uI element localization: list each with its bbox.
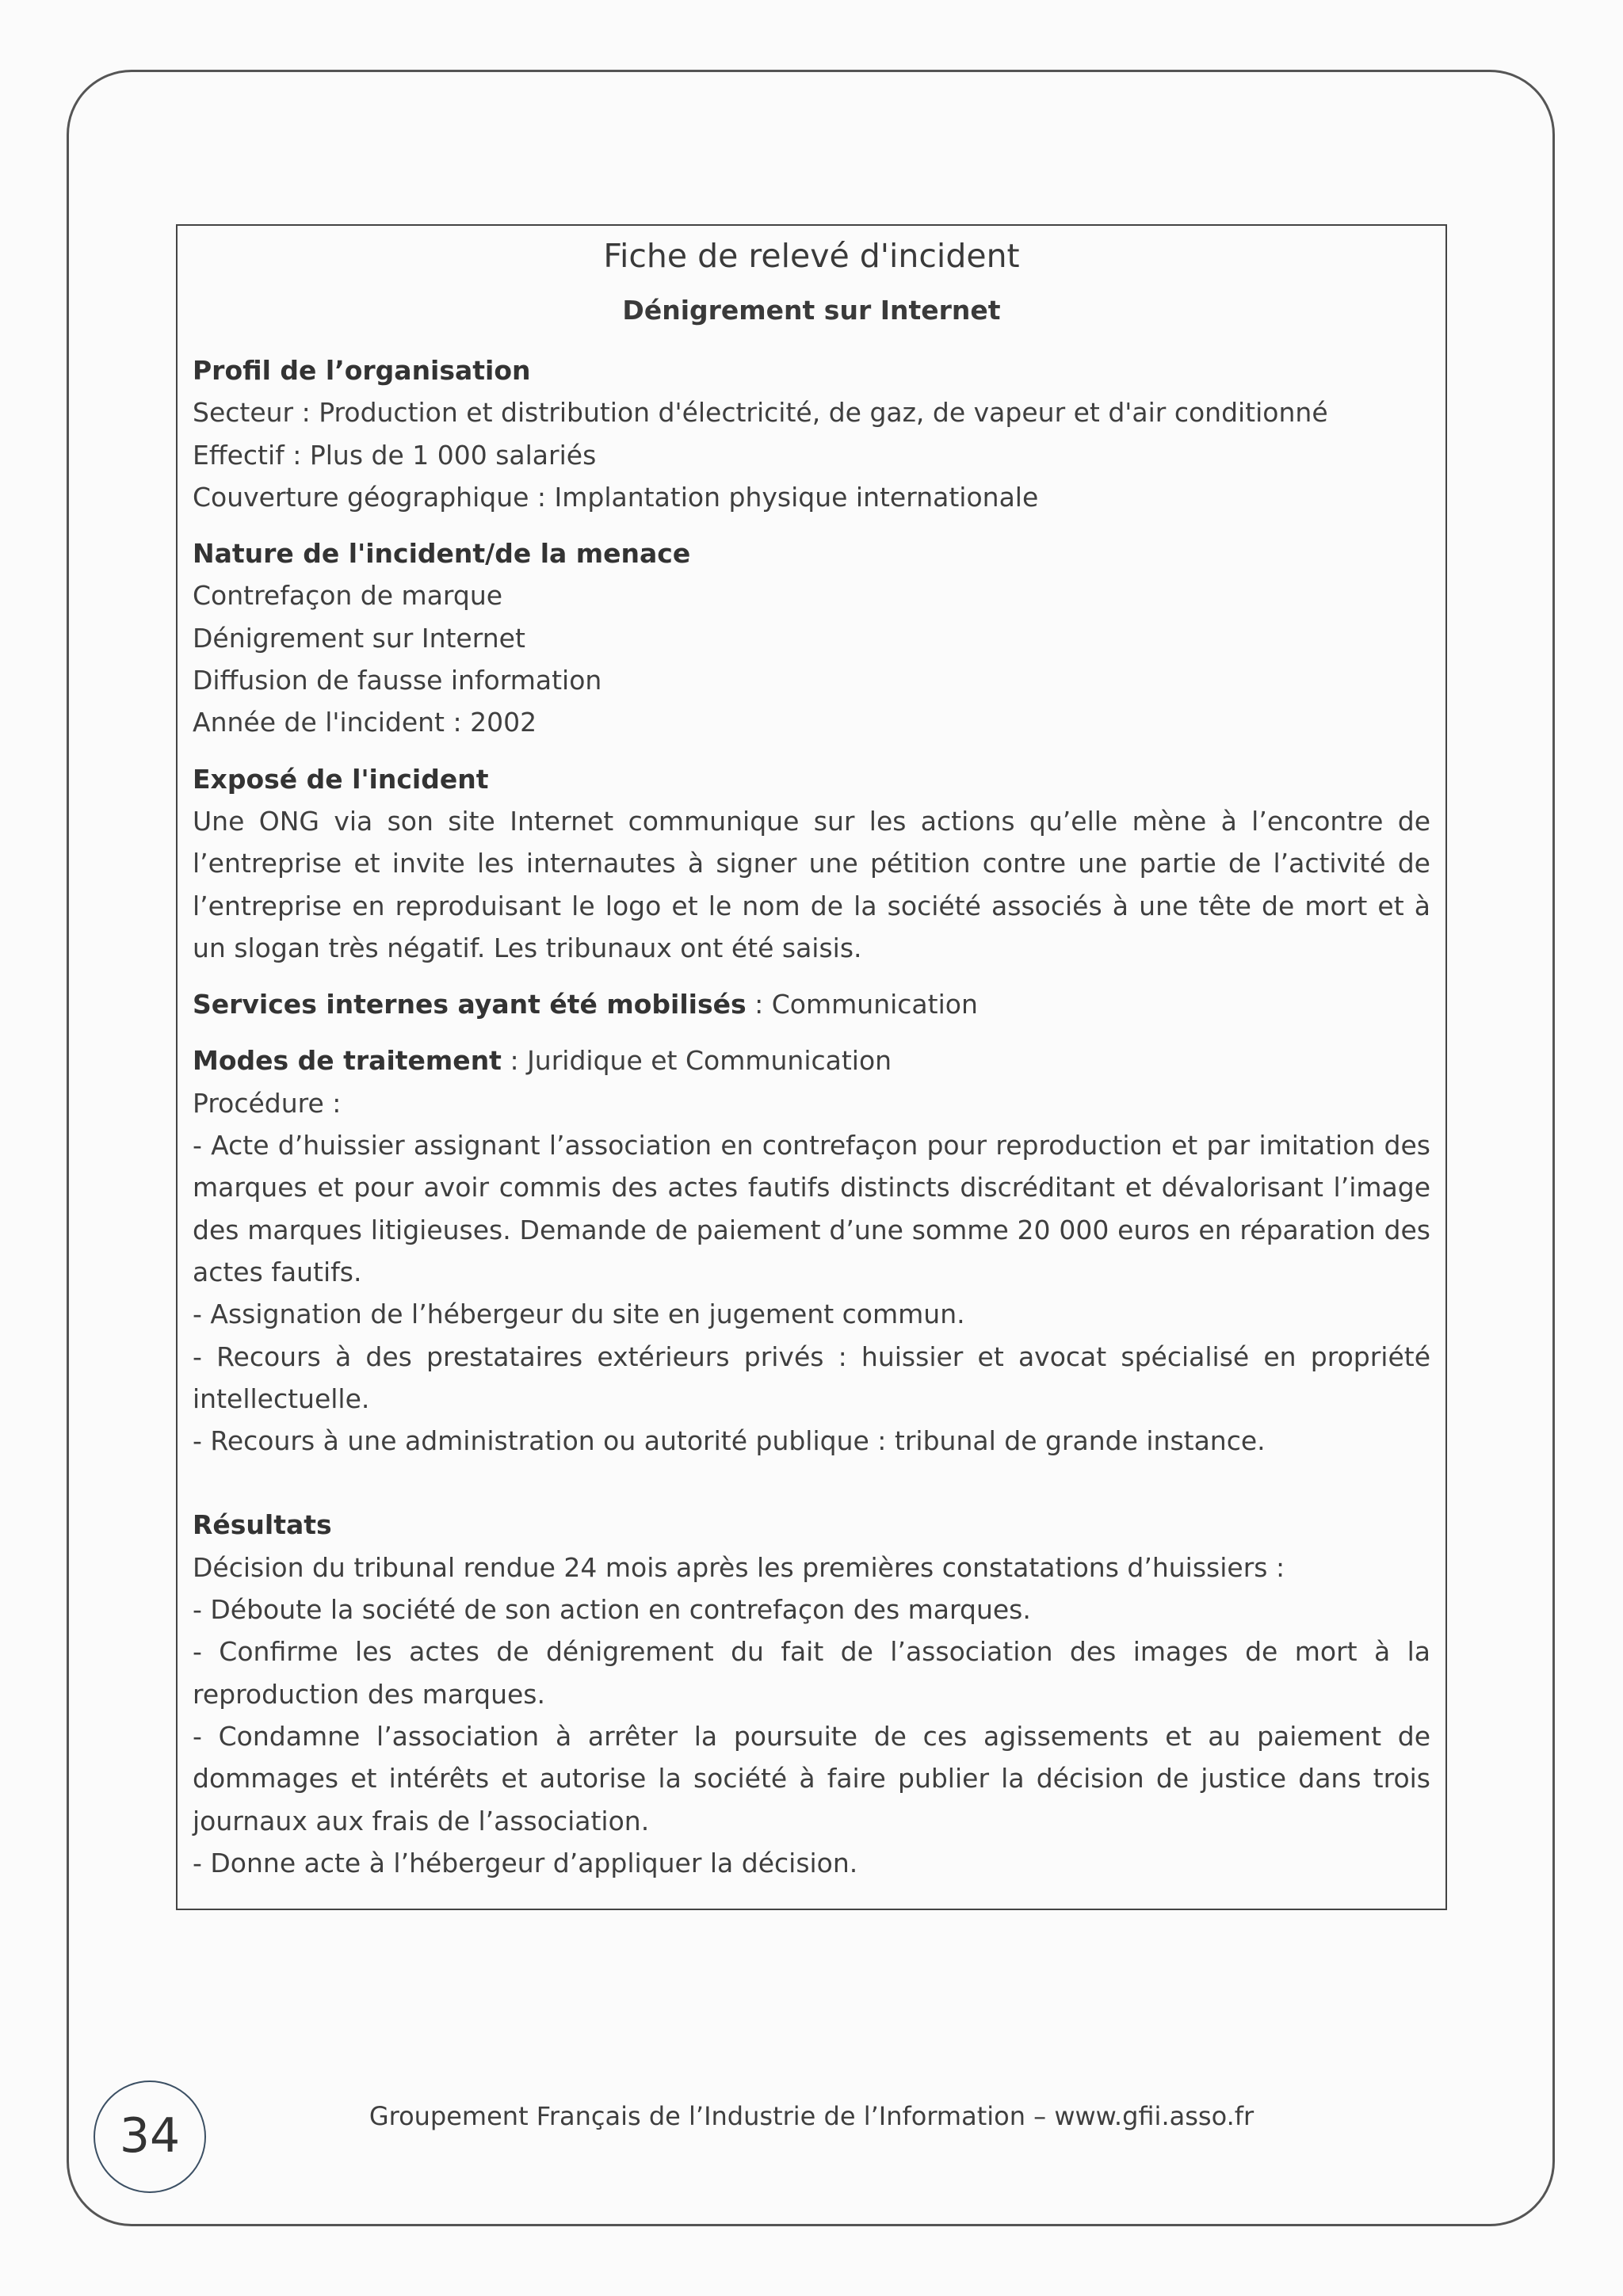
incident-year: Année de l'incident : 2002 xyxy=(193,707,537,738)
profile-heading: Profil de l’organisation xyxy=(193,355,531,386)
nature-item: Diffusion de fausse information xyxy=(193,665,602,696)
profile-section xyxy=(193,349,1430,518)
procedure-item: - Recours à des prestataires extérieurs privés : huissier et avocat spécialisé en propriété intellectuelle. xyxy=(193,1341,1430,1414)
sheet-title: Fiche de relevé d'incident xyxy=(603,237,1020,275)
procedure-item: - Acte d’huissier assignant l’association en contrefaçon pour reproduction et par imitation des marques et pour avoir commis des actes fautifs distincts discréditant et dévalorisant l’image des marques litigieuses. Demande de paiement d’une somme 20 000 euros en réparation des actes fautifs. xyxy=(193,1130,1430,1287)
modes-separator: : xyxy=(501,1045,528,1077)
results-heading: Résultats xyxy=(193,1509,332,1541)
results-item: - Déboute la société de son action en contrefaçon des marques. xyxy=(193,1594,1031,1626)
services-heading: Services internes ayant été mobilisés xyxy=(193,989,747,1020)
footer-text: Groupement Français de l’Industrie de l’Information – www.gfii.asso.fr xyxy=(369,2101,1254,2131)
nature-item: Contrefaçon de marque xyxy=(193,580,503,612)
procedure-item: - Assignation de l’hébergeur du site en jugement commun. xyxy=(193,1299,965,1330)
expose-text: Une ONG via son site Internet communique sur les actions qu’elle mène à l’encontre de l’entreprise et invite les internautes à signer une pétition contre une partie de l’activité de l’entreprise en reproduisant le logo et le nom de la société associés à une tête de mort et à un slogan très négatif. Les tribunaux ont été saisis. xyxy=(193,805,1430,963)
page-number: 34 xyxy=(94,2081,206,2193)
profile-headcount: Effectif : Plus de 1 000 salariés xyxy=(193,439,597,471)
results-item: - Donne acte à l’hébergeur d’appliquer la décision. xyxy=(193,1847,858,1878)
spacer xyxy=(193,1462,1430,1504)
procedure-item: - Recours à une administration ou autorité publique : tribunal de grande instance. xyxy=(193,1425,1266,1457)
profile-coverage: Couverture géographique : Implantation physique internationale xyxy=(193,481,1039,513)
modes-section xyxy=(193,1039,1430,1884)
nature-section xyxy=(193,532,1430,743)
results-item: - Confirme les actes de dénigrement du fait de l’association des images de mort à la reproduction des marques. xyxy=(193,1636,1430,1710)
profile-sector: Secteur : Production et distribution d'électricité, de gaz, de vapeur et d'air conditionné xyxy=(193,397,1328,429)
expose-section xyxy=(193,758,1430,969)
nature-item: Dénigrement sur Internet xyxy=(193,622,525,654)
procedure-label: Procédure : xyxy=(193,1087,342,1119)
services-separator: : xyxy=(746,989,772,1020)
results-intro: Décision du tribunal rendue 24 mois après les premières constatations d’huissiers : xyxy=(193,1551,1285,1583)
services-value: Communication xyxy=(771,989,978,1020)
results-item: - Condamne l’association à arrêter la poursuite de ces agissements et au paiement de dommages et intérêts et autorise la société à faire publier la décision de justice dans trois journaux aux frais de l’association. xyxy=(193,1720,1430,1836)
expose-heading: Exposé de l'incident xyxy=(193,763,489,795)
incident-sheet xyxy=(176,224,1447,1910)
modes-heading: Modes de traitement xyxy=(193,1045,502,1077)
modes-value: Juridique et Communication xyxy=(527,1045,892,1077)
sheet-subtitle: Dénigrement sur Internet xyxy=(622,295,1001,326)
services-section xyxy=(193,983,1430,1025)
nature-heading: Nature de l'incident/de la menace xyxy=(193,538,691,570)
